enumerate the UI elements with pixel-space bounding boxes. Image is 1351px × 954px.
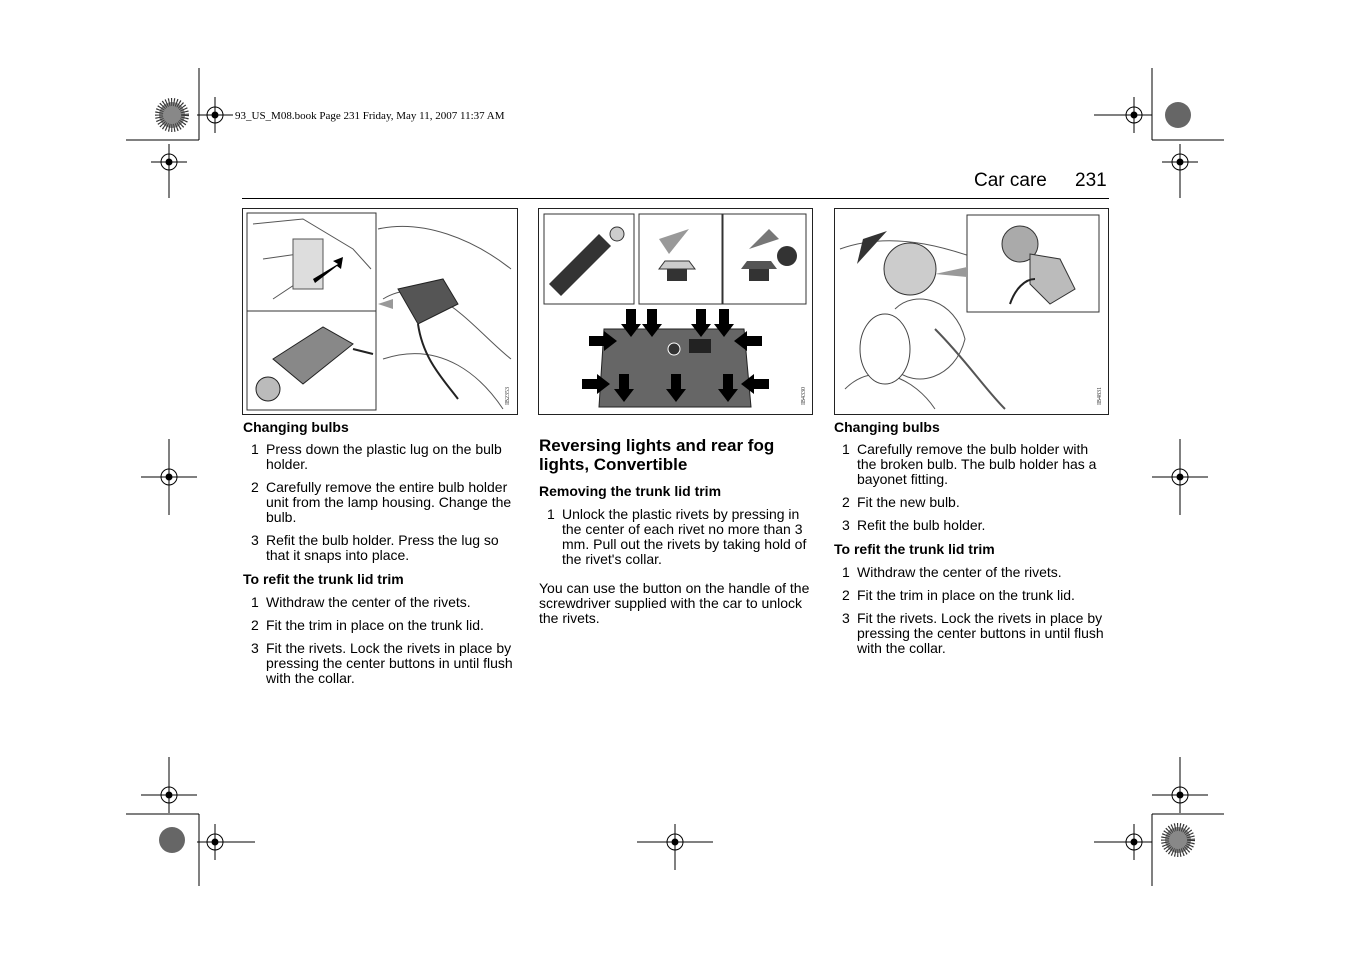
section-heading: To refit the trunk lid trim — [243, 571, 404, 587]
page-number: 231 — [1075, 170, 1107, 191]
section-heading: Changing bulbs — [243, 419, 349, 435]
list-item: 1 Carefully remove the bulb holder with the broken bulb. The bulb holder has a bayonet fitting. — [842, 441, 1097, 487]
section-heading: To refit the trunk lid trim — [834, 541, 995, 557]
list-item: 1 Unlock the plastic rivets by pressing in the center of each rivet no more than 3 mm. Pull out the rivets by taking hold of the rivet's collar. — [547, 506, 807, 567]
list-item: 2 Fit the new bulb. — [842, 494, 960, 510]
header-rule — [242, 198, 1109, 199]
figure-trunk-rivets — [538, 208, 813, 415]
note-paragraph: You can use the button on the handle of the screwdriver supplied with the car to unlock the rivets. — [539, 580, 810, 626]
list-item: 1 Press down the plastic lug on the bulb holder. — [251, 441, 502, 472]
column-middle — [539, 436, 812, 626]
figure-code: IB4330 — [801, 387, 807, 405]
list-item: 3 Fit the rivets. Lock the rivets in place by pressing the center buttons in until flush with the collar. — [251, 640, 513, 686]
trunk-rivets-illustration — [539, 209, 812, 414]
section-title: Car care — [974, 170, 1047, 191]
list-item: 2 Fit the trim in place on the trunk lid. — [842, 587, 1075, 603]
list-item: 3 Refit the bulb holder. Press the lug so that it snaps into place. — [251, 532, 499, 563]
figure-code: IB4831 — [1097, 387, 1103, 405]
list-item: 3 Refit the bulb holder. — [842, 517, 986, 533]
bulb-holder-illustration — [243, 209, 517, 414]
rotate-arrow-icon — [857, 231, 887, 264]
fog-bulb-illustration — [835, 209, 1108, 414]
page-title: Reversing lights and rear fog lights, Convertible — [539, 436, 775, 474]
section-heading: Changing bulbs — [834, 419, 940, 435]
figure-code: IB2353 — [505, 387, 511, 405]
column-left — [243, 419, 518, 694]
figure-fog-bulb — [834, 208, 1109, 415]
list-item: 3 Fit the rivets. Lock the rivets in place by pressing the center buttons in until flush with the collar. — [842, 610, 1104, 656]
print-info: 93_US_M08.book Page 231 Friday, May 11, 2007 11:37 AM — [235, 110, 505, 122]
section-heading: Removing the trunk lid trim — [539, 483, 722, 499]
list-item: 1 Withdraw the center of the rivets. — [842, 564, 1062, 580]
list-item: 2 Fit the trim in place on the trunk lid. — [251, 617, 484, 633]
figure-bulb-holder — [242, 208, 518, 415]
column-right — [834, 419, 1109, 664]
list-item: 2 Carefully remove the entire bulb holder unit from the lamp housing. Change the bulb. — [251, 479, 512, 525]
list-item: 1 Withdraw the center of the rivets. — [251, 594, 471, 610]
